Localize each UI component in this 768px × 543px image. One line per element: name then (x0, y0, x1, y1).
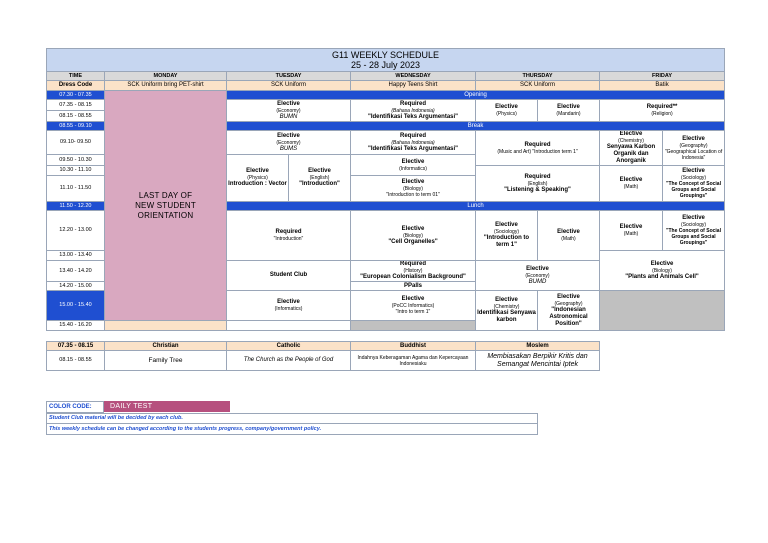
cell-type: Elective (401, 225, 425, 232)
thu-slot-4b (538, 211, 600, 261)
note-student-club: Student Club material will be decided by each club. (46, 413, 538, 424)
cell-topic: "Geographical Location of Indonesia" (664, 148, 723, 161)
cell-subject: (Sociology) (493, 229, 519, 235)
cell-subject: (Math) (623, 184, 639, 190)
cell-topic: "The Concept of Social Groups and Social Groupings" (666, 228, 721, 246)
cell-type: Elective (619, 131, 643, 137)
wed-slot-5 (351, 261, 476, 282)
fri-slot-2b (663, 131, 725, 166)
cell-subject: (Biology) (652, 267, 672, 274)
thu-slot-6a (476, 291, 538, 331)
religion-time: 08.15 - 08.55 (47, 351, 105, 371)
cell-topic: "European Colonialism Background" (360, 274, 466, 280)
tue-last-slot (227, 321, 351, 331)
opening-bar: Opening (227, 91, 725, 100)
cell-topic: "Introduction to term 01" (386, 192, 440, 198)
cell-type: Elective (401, 296, 425, 302)
fri-slot-2a (600, 131, 663, 166)
cell-type: Elective (495, 222, 518, 228)
cell-subject: (Physics) (496, 111, 517, 117)
wed-slot-1 (351, 100, 476, 122)
cell-subject: (Geography) (554, 300, 583, 307)
cell-subject: (Sociology) (681, 175, 707, 181)
cell-subject: (Bahasa Indonesia) (391, 107, 435, 114)
cell-type: Elective (246, 168, 269, 174)
mon-last-slot (105, 321, 227, 331)
wed-slot-3b (351, 176, 476, 202)
religion-spacer (600, 351, 725, 371)
religion-topic: Membiasakan Berpikir Kritis dan Semangat Mencintai Iptek (476, 351, 600, 371)
cell-type: Required (399, 100, 426, 107)
monday-line-3: ORIENTATION (137, 210, 194, 220)
time-slot: 07.30 - 07.35 (47, 91, 105, 100)
cell-type: Elective (495, 104, 518, 110)
cell-type: Required (399, 132, 426, 139)
cell-topic: "Intro to term 1" (395, 309, 431, 315)
cell-type: Required (275, 229, 302, 235)
cell-subject: (Math) (623, 231, 639, 237)
dress-tuesday: SCK Uniform (227, 81, 351, 91)
cell-subject: (Physics) (247, 175, 268, 181)
thu-slot-1b (538, 100, 600, 122)
cell-type: Elective (308, 168, 331, 174)
cell-type: Required (524, 173, 551, 180)
time-slot: 08.15 - 08.55 (47, 111, 105, 122)
cell-type: Elective (557, 229, 580, 235)
cell-topic: "Cell Organelles" (388, 238, 438, 245)
cell-topic: "Introduction to term 1" (483, 235, 530, 248)
religion-time: 07.35 - 08.15 (47, 342, 105, 351)
time-slot: 07.35 - 08.15 (47, 100, 105, 111)
tue-slot-6 (227, 291, 351, 321)
weekly-schedule-table (46, 48, 725, 331)
cell-type: Elective (277, 100, 300, 107)
cell-subject: (Biology) (403, 186, 423, 192)
fri-slot-3b (663, 166, 725, 202)
cell-subject: (Informatics) (399, 165, 427, 172)
header-monday: MONDAY (105, 72, 227, 81)
cell-topic: BUMN (279, 113, 298, 120)
cell-type: Elective (557, 104, 580, 110)
fri-slot-4b (663, 211, 725, 251)
cell-subject: (Economy) (525, 272, 550, 279)
thu-slot-2 (476, 131, 600, 166)
religion-spacer (600, 342, 725, 351)
fri-slot-3a (600, 166, 663, 202)
time-slot: 13.40 - 14.20 (47, 261, 105, 282)
religion-header: Buddhist (351, 342, 476, 351)
cell-subject: (Bahasa Indonesia) (391, 139, 435, 146)
tue-slot-1 (227, 100, 351, 122)
header-wednesday: WEDNESDAY (351, 72, 476, 81)
wed-slot-2 (351, 131, 476, 155)
cell-subject: (English) (527, 180, 548, 187)
thu-slot-3 (476, 166, 600, 202)
religion-topic: Family Tree (105, 351, 227, 371)
cell-topic: "Identifikasi Teks Argumentasi" (367, 145, 459, 152)
header-friday: FRIDAY (600, 72, 725, 81)
cell-subject: (Economy) (276, 107, 301, 114)
religion-topic: The Church as the People of God (227, 351, 351, 371)
cell-topic: BUMS (279, 145, 298, 152)
tue-student-club: Student Club (227, 261, 351, 291)
cell-type: Elective (619, 224, 643, 230)
schedule-title-cell (47, 49, 725, 72)
cell-type: Elective (557, 293, 580, 300)
schedule-dates: 25 - 28 July 2023 (351, 60, 421, 70)
cell-type: Elective (277, 299, 300, 305)
lunch-bar: Lunch (227, 202, 725, 211)
religion-header: Moslem (476, 342, 600, 351)
header-tuesday: TUESDAY (227, 72, 351, 81)
wed-slot-3a (351, 155, 476, 176)
tue-slot-2 (227, 131, 351, 155)
cell-topic: Introduction : Vector (228, 181, 287, 187)
cell-subject: (Sociology) (681, 222, 707, 228)
cell-topic: BUMD (528, 278, 547, 285)
time-slot: 08.55 - 09.10 (47, 122, 105, 131)
color-code-label: COLOR CODE: (46, 401, 104, 413)
dress-thursday: SCK Uniform (476, 81, 600, 91)
cell-subject: (Chemistry) (493, 304, 520, 310)
fri-empty-block (600, 291, 725, 331)
time-slot: 11.10 - 11.50 (47, 176, 105, 202)
schedule-title: G11 WEEKLY SCHEDULE (332, 50, 440, 60)
cell-subject: "Introduction" (273, 236, 304, 242)
cell-subject: (Informatics) (274, 306, 303, 312)
religion-header: Christian (105, 342, 227, 351)
time-slot: 12.20 - 13.00 (47, 211, 105, 251)
time-slot: 15.00 - 15.40 (47, 291, 105, 321)
wed-slot-7 (351, 291, 476, 321)
wed-ppalls: PPalls (351, 282, 476, 291)
cell-subject: (Biology) (403, 232, 423, 239)
cell-subject: (Music and Art) "Introduction term 1" (497, 148, 578, 155)
time-slot: 10.30 - 11.10 (47, 166, 105, 176)
religion-header: Catholic (227, 342, 351, 351)
cell-topic: "Plants and Animals Cell" (625, 273, 699, 280)
time-slot: 09.10- 09.50 (47, 131, 105, 155)
cell-topic: Identifikasi Senyawa karbon (477, 310, 536, 323)
thu-slot-5 (476, 261, 600, 291)
time-slot: 09.50 - 10.30 (47, 155, 105, 166)
cell-topic: "The Concept of Social Groups and Social Groupings" (666, 181, 721, 199)
cell-subject: (Chemistry) (618, 138, 644, 144)
break-bar: Break (227, 122, 725, 131)
schedule-sheet (46, 48, 724, 371)
cell-subject: (PoCC Informatics) (391, 303, 435, 309)
religion-topic: Indahnya Keberagaman Agama dan Kepercayaan Indonesiaku (351, 351, 476, 371)
time-slot: 11.50 - 12.20 (47, 202, 105, 211)
cell-subject: (Religion) (651, 111, 673, 117)
thu-slot-1a (476, 100, 538, 122)
cell-subject: (English) (309, 175, 330, 181)
cell-topic: "Indonesian Astronomical Position" (549, 306, 588, 327)
cell-type: Elective (277, 132, 300, 139)
cell-subject: (Math) (561, 236, 576, 242)
cell-type: Required (399, 261, 426, 267)
monday-line-2: NEW STUDENT (135, 200, 196, 210)
cell-type: Elective (526, 265, 549, 272)
header-time: TIME (47, 72, 105, 81)
cell-type: Elective (401, 179, 425, 185)
cell-subject: (History) (403, 268, 423, 274)
wed-slot-4 (351, 211, 476, 261)
fri-slot-1 (600, 100, 725, 122)
cell-type: Elective (682, 168, 705, 174)
monday-orientation (105, 91, 227, 321)
cell-topic: "Listening & Speaking" (504, 186, 571, 193)
cell-type: Elective (495, 297, 518, 303)
fri-slot-5 (600, 251, 725, 291)
dress-monday: SCK Uniform bring PET-shirt (105, 81, 227, 91)
note-schedule-change: This weekly schedule can be changed according to the students progress, company/government policy. (46, 423, 538, 435)
cell-subject: (Geography) (679, 142, 708, 149)
thu-slot-6b (538, 291, 600, 331)
dress-friday: Batik (600, 81, 725, 91)
thu-slot-4a (476, 211, 538, 261)
cell-topic: Senyawa Karbon Organik dan Anorganik (606, 144, 656, 164)
dress-wednesday: Happy Teens Shirt (351, 81, 476, 91)
cell-subject: (Economy) (276, 139, 301, 146)
cell-type: Elective (682, 135, 705, 142)
cell-type: Required** (646, 104, 678, 110)
time-slot: 13.00 - 13.40 (47, 251, 105, 261)
header-thursday: THURSDAY (476, 72, 600, 81)
daily-test-swatch: DAILY TEST (104, 401, 230, 412)
dress-code-label: Dress Code (47, 81, 105, 91)
time-slot: 14.20 - 15.00 (47, 282, 105, 291)
cell-type: Required (524, 141, 551, 148)
cell-type: Elective (650, 260, 674, 267)
cell-topic: "Introduction" (299, 181, 340, 187)
time-slot: 15.40 - 16.20 (47, 321, 105, 331)
religion-table (46, 341, 725, 371)
cell-type: Elective (619, 177, 643, 183)
tue-slot-3a (227, 155, 289, 202)
cell-type: Elective (401, 158, 425, 165)
monday-line-1: LAST DAY OF (138, 190, 193, 200)
cell-subject: (Mandarin) (556, 111, 581, 117)
cell-type: Elective (682, 215, 705, 221)
tue-slot-4 (227, 211, 351, 261)
wed-last-slot (351, 321, 476, 331)
tue-slot-3b (289, 155, 351, 202)
fri-slot-4a (600, 211, 663, 251)
cell-topic: "Identifikasi Teks Argumentasi" (367, 113, 459, 120)
